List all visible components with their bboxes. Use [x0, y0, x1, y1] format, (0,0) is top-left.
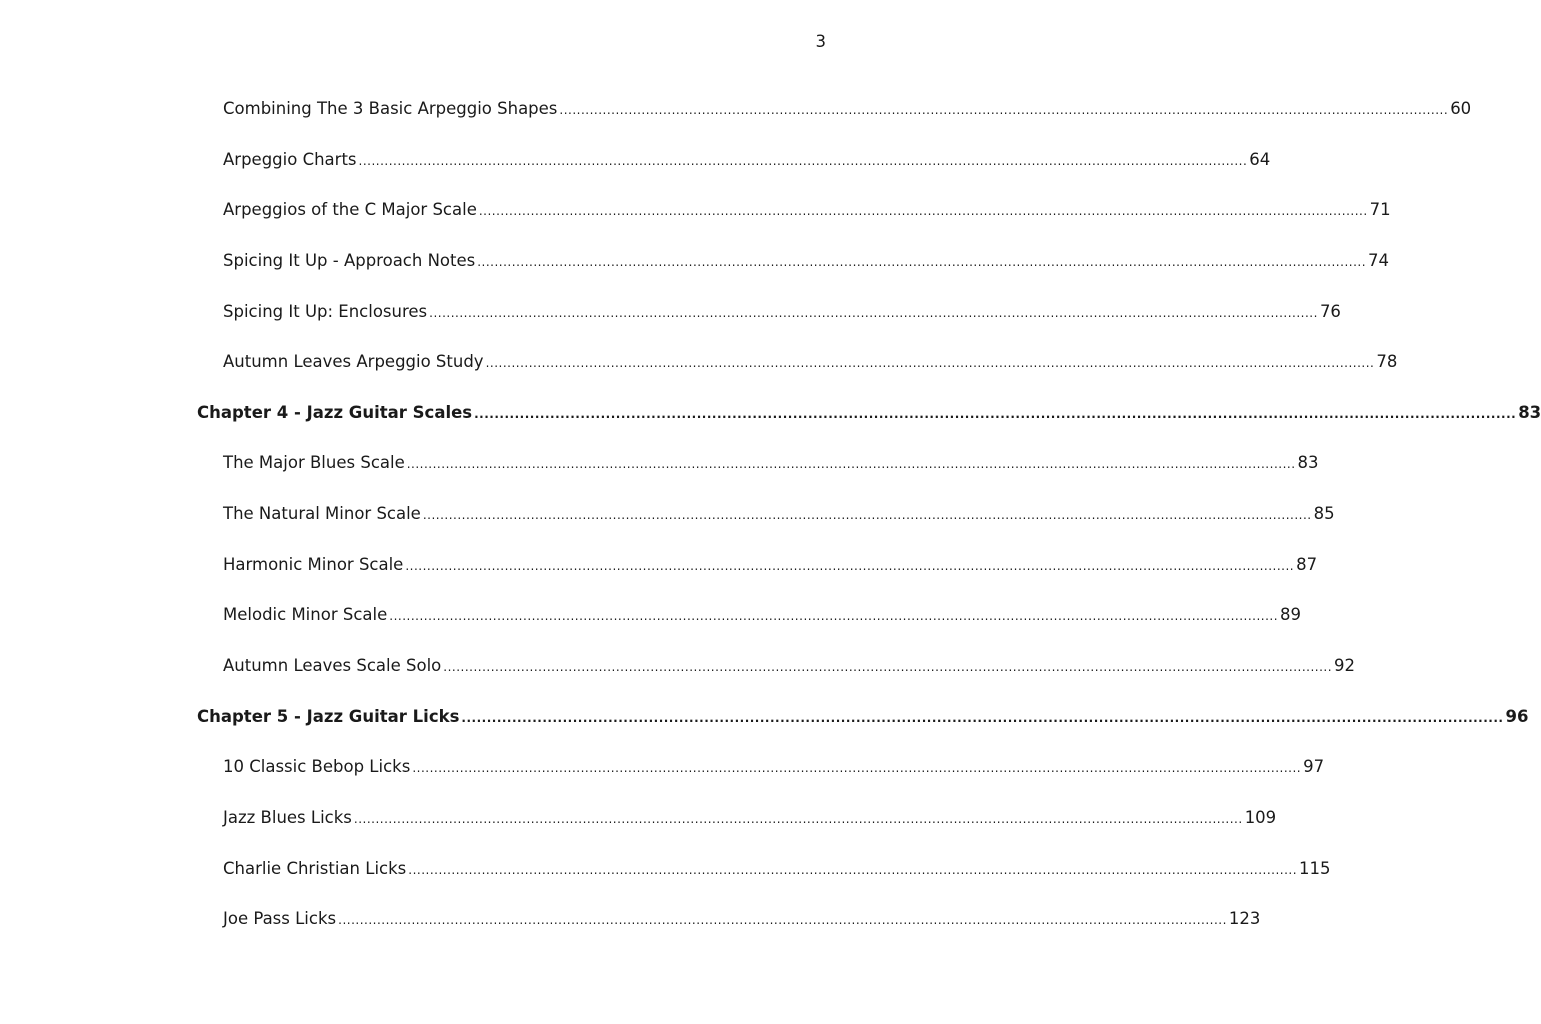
dot-leader: ..............................................................................................................................................................................................................: [412, 761, 1302, 776]
dot-leader: ..............................................................................................................................................................................................................: [408, 862, 1298, 877]
toc-entry[interactable]: [197, 199, 1391, 250]
dot-leader: ..............................................................................................................................................................................................................: [559, 103, 1449, 117]
toc-entry-page: 76: [1319, 301, 1341, 321]
toc-entry[interactable]: [197, 149, 1271, 200]
dot-leader: ..............................................................................................................................................................................................................: [429, 305, 1318, 320]
toc-entry[interactable]: [197, 604, 1302, 655]
toc-entry[interactable]: [197, 452, 1319, 503]
toc-entry[interactable]: [197, 858, 1331, 909]
table-of-contents: [197, 98, 1541, 959]
toc-entry[interactable]: [197, 503, 1335, 554]
toc-entry[interactable]: [197, 301, 1341, 352]
toc-entry[interactable]: [197, 554, 1318, 605]
toc-chapter-title: Chapter 4 - Jazz Guitar Scales: [197, 402, 473, 422]
toc-entry-title: Charlie Christian Licks: [223, 858, 407, 878]
toc-entry-title: Jazz Blues Licks: [223, 807, 352, 827]
toc-entry-title: Arpeggio Charts: [223, 149, 357, 169]
toc-entry-page: 78: [1376, 352, 1398, 372]
toc-entry-page: 64: [1249, 149, 1271, 169]
dot-leader: ..............................................................................................................................................................................................................: [422, 508, 1312, 523]
toc-entry-page: 71: [1369, 200, 1391, 220]
toc-entry-title: Spicing It Up: Enclosures: [223, 301, 428, 321]
toc-entry-page: 60: [1450, 99, 1472, 118]
toc-entry[interactable]: [197, 351, 1398, 402]
dot-leader: ..............................................................................................................................................................................................................: [443, 660, 1333, 675]
toc-chapter-entry[interactable]: [197, 706, 1529, 757]
toc-chapter-page: 96: [1505, 706, 1529, 726]
toc-entry-title: Autumn Leaves Arpeggio Study: [223, 352, 484, 372]
toc-chapter-entry[interactable]: [197, 402, 1541, 453]
toc-chapter-page: 83: [1518, 402, 1541, 422]
toc-entry-title: 10 Classic Bebop Licks: [223, 757, 411, 777]
dot-leader: ..............................................................................................................................................................................................................: [485, 356, 1375, 371]
toc-entry[interactable]: [197, 250, 1390, 301]
toc-entry-page: 74: [1368, 250, 1390, 270]
dot-leader: ..............................................................................................................................................................................................................: [474, 406, 1517, 421]
toc-entry-page: 123: [1228, 909, 1261, 929]
toc-chapter-title: Chapter 5 - Jazz Guitar Licks: [197, 706, 460, 726]
toc-entry-page: 83: [1297, 453, 1319, 473]
toc-entry-title: Autumn Leaves Scale Solo: [223, 656, 442, 676]
toc-entry-page: 97: [1303, 757, 1325, 777]
dot-leader: ..............................................................................................................................................................................................................: [358, 153, 1248, 168]
toc-entry-page: 115: [1299, 858, 1331, 878]
toc-entry-title: Spicing It Up - Approach Notes: [223, 250, 476, 270]
toc-entry-title: Harmonic Minor Scale: [223, 554, 404, 574]
toc-entry-title: Joe Pass Licks: [223, 909, 337, 929]
toc-entry-title: The Natural Minor Scale: [223, 504, 421, 524]
toc-entry[interactable]: [197, 807, 1277, 858]
toc-entry-title: The Major Blues Scale: [223, 453, 405, 473]
dot-leader: ..............................................................................................................................................................................................................: [389, 609, 1279, 624]
toc-entry-title: Melodic Minor Scale: [223, 605, 388, 625]
toc-entry-page: 87: [1296, 554, 1318, 574]
toc-entry[interactable]: [197, 655, 1356, 706]
toc-entry[interactable]: [197, 908, 1261, 959]
dot-leader: ..............................................................................................................................................................................................................: [353, 811, 1243, 826]
toc-entry[interactable]: [197, 756, 1325, 807]
toc-entry-page: 89: [1280, 605, 1302, 625]
dot-leader: ..............................................................................................................................................................................................................: [478, 204, 1368, 219]
toc-entry-page: 85: [1313, 504, 1335, 524]
toc-entry-page: 92: [1334, 656, 1356, 676]
toc-entry-title: Combining The 3 Basic Arpeggio Shapes: [223, 99, 558, 118]
toc-entry-page: 109: [1244, 807, 1277, 827]
dot-leader: ..............................................................................................................................................................................................................: [461, 710, 1504, 725]
dot-leader: ..............................................................................................................................................................................................................: [405, 558, 1295, 573]
dot-leader: ..............................................................................................................................................................................................................: [338, 913, 1227, 928]
page-number: 3: [815, 32, 826, 51]
toc-entry[interactable]: [197, 98, 1472, 149]
dot-leader: ..............................................................................................................................................................................................................: [477, 254, 1367, 269]
dot-leader: ..............................................................................................................................................................................................................: [406, 457, 1296, 472]
toc-entry-title: Arpeggios of the C Major Scale: [223, 200, 477, 220]
